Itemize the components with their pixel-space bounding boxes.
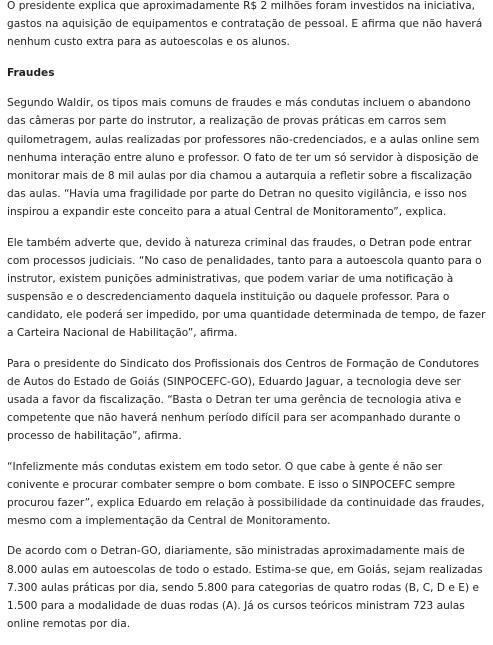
article-body bbox=[7, 0, 489, 645]
article-paragraph: Segundo Waldir, os tipos mais comuns de fraudes e más condutas incluem o abandono das câmeras por parte do instrutor, a realização de provas práticas em carros sem quilometragem, aulas realizadas por professores não-credenciados, e a aulas online sem nenhuma interação entre aluno e professor. O fato de ter um só servidor à disposição de monitorar mais de 8 mil aulas por dia chamou a autarquia a refletir sobre a fiscalização das aulas. “Havia uma fragilidade por parte do Detran no quesito vigilância, e isso nos inspirou a expandir este conceito para a atual Central de Monitoramento”, explica. bbox=[7, 97, 480, 218]
article-paragraph: De acordo com o Detran-GO, diariamente, são ministradas aproximadamente mais de 8.000 aulas em autoescolas de todo o estado. Estima-se que, em Goiás, sejam realizadas 7.300 aulas práticas por dia, sendo 5.800 para categorias de quatro rodas (B, C, D e E) e 1.500 para a modalidade de duas rodas (A). Já os cursos teóricos ministram 723 aulas online remotas por dia. bbox=[7, 545, 483, 630]
article-paragraph: “Infelizmente más condutas existem em todo setor. O que cabe à gente é não ser conivente e procurar combater sempre o bom combate. E isso o SINPOCEFC sempre procurou fazer”, explica Eduardo em relação à possibilidade da continuidade das fraudes, mesmo com a implementação da Central de Monitoramento. bbox=[7, 460, 485, 527]
article-paragraph: Ele também adverte que, devido à natureza criminal das fraudes, o Detran pode entrar com processos judiciais. “No caso de penalidades, tanto para a autoescola quanto para o instrutor, existem punições administrativas, que podem variar de uma notificação à suspensão e o descredenciamento daquela instituição ou daquele professor. Para o candidato, ele poderá ser impedido, por uma quantidade determinada de tempo, de fazer a Carteira Nacional de Habilitação”, afirma. bbox=[7, 236, 486, 339]
section-heading-fraudes: Fraudes bbox=[7, 66, 55, 79]
article-paragraph: O presidente explica que aproximadamente R$ 2 milhões foram investidos na iniciativa, gastos na aquisição de equipamentos e contratação de pessoal. E afirma que não haverá nenhum custo extra para as autoescolas e os alunos. bbox=[7, 0, 483, 49]
article-paragraph: Para o presidente do Sindicato dos Profissionais dos Centros de Formação de Condutores de Autos do Estado de Goiás (SINPOCEFC-GO), Eduardo Jaguar, a tecnologia deve ser usada a favor da fiscalização. “Basta o Detran ter uma gerência de tecnologia ativa e competente que não haverá nenhum período difícil para ser acompanhado durante o processo de habilitação”, afirma. bbox=[7, 357, 480, 442]
